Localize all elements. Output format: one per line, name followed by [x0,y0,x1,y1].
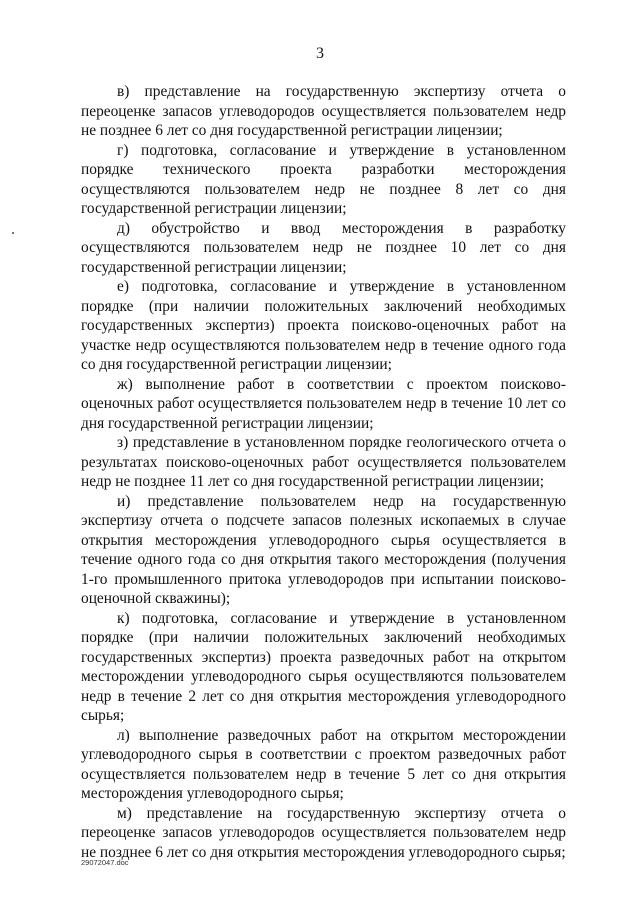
footer-filename: 29072047.doc [81,858,129,867]
paragraph-k: к) подготовка, согласование и утверждение в установленном порядке (при наличии положительных заключений необходимых государственных экспертиз) проекта разведочных работ на открытом месторождении углеводородного сырья осуществляются пользователем недр в течение 2 лет со дня открытия месторождения углеводородного сырья; [81,609,566,724]
paragraph-e: е) подготовка, согласование и утверждение в установленном порядке (при наличии положительных заключений необходимых государственных экспертиз) проекта поисково-оценочных работ на участке недр осуществляются пользователем недр в течение одного года со дня государственной регистрации лицензии; [81,278,566,373]
paragraph-z: з) представление в установленном порядке геологического отчета о результатах поисково-оценочных работ осуществляется пользователем недр не позднее 11 лет со дня государственной регистрации лицензии; [81,434,566,490]
paragraph-i: и) представление пользователем недр на государственную экспертизу отчета о подсчете запасов полезных ископаемых в случае открытия месторождения углеводородного сырья осуществляется в течение одного года со дня открытия такого месторождения (получения 1-го промышленного притока углеводородов при испытании поисково-оценочной скважины); [81,492,566,607]
paragraph-d: д) обустройство и ввод месторождения в разработку осуществляются пользователем недр не позднее 10 лет со дня государственной регистрации лицензии; [81,219,566,276]
margin-speck [12,232,14,234]
page-number: 3 [316,45,324,62]
paragraph-g: г) подготовка, согласование и утверждение в установленном порядке технического проекта разработки месторождения осуществляются пользователем недр не позднее 8 лет со дня государственной регистрации лицензии; [81,141,566,217]
paragraph-l: л) выполнение разведочных работ на открытом месторождении углеводородного сырья в соответствии с проектом разведочных работ осуществляется пользователем недр в течение 5 лет со дня открытия месторождения углеводородного сырья; [81,726,566,802]
paragraph-m: м) представление на государственную экспертизу отчета о переоценке запасов углеводородов осуществляется пользователем недр не позднее 6 лет со дня открытия месторождения углеводородного сырья; [81,804,566,861]
paragraph-v: в) представление на государственную экспертизу отчета о переоценке запасов углеводородов осуществляется пользователем недр не позднее 6 лет со дня государственной регистрации лицензии; [81,83,566,139]
document-body [81,82,566,862]
paragraph-zh: ж) выполнение работ в соответствии с проектом поисково-оценочных работ осуществляется пользователем недр в течение 10 лет со дня государственной регистрации лицензии; [81,375,566,432]
